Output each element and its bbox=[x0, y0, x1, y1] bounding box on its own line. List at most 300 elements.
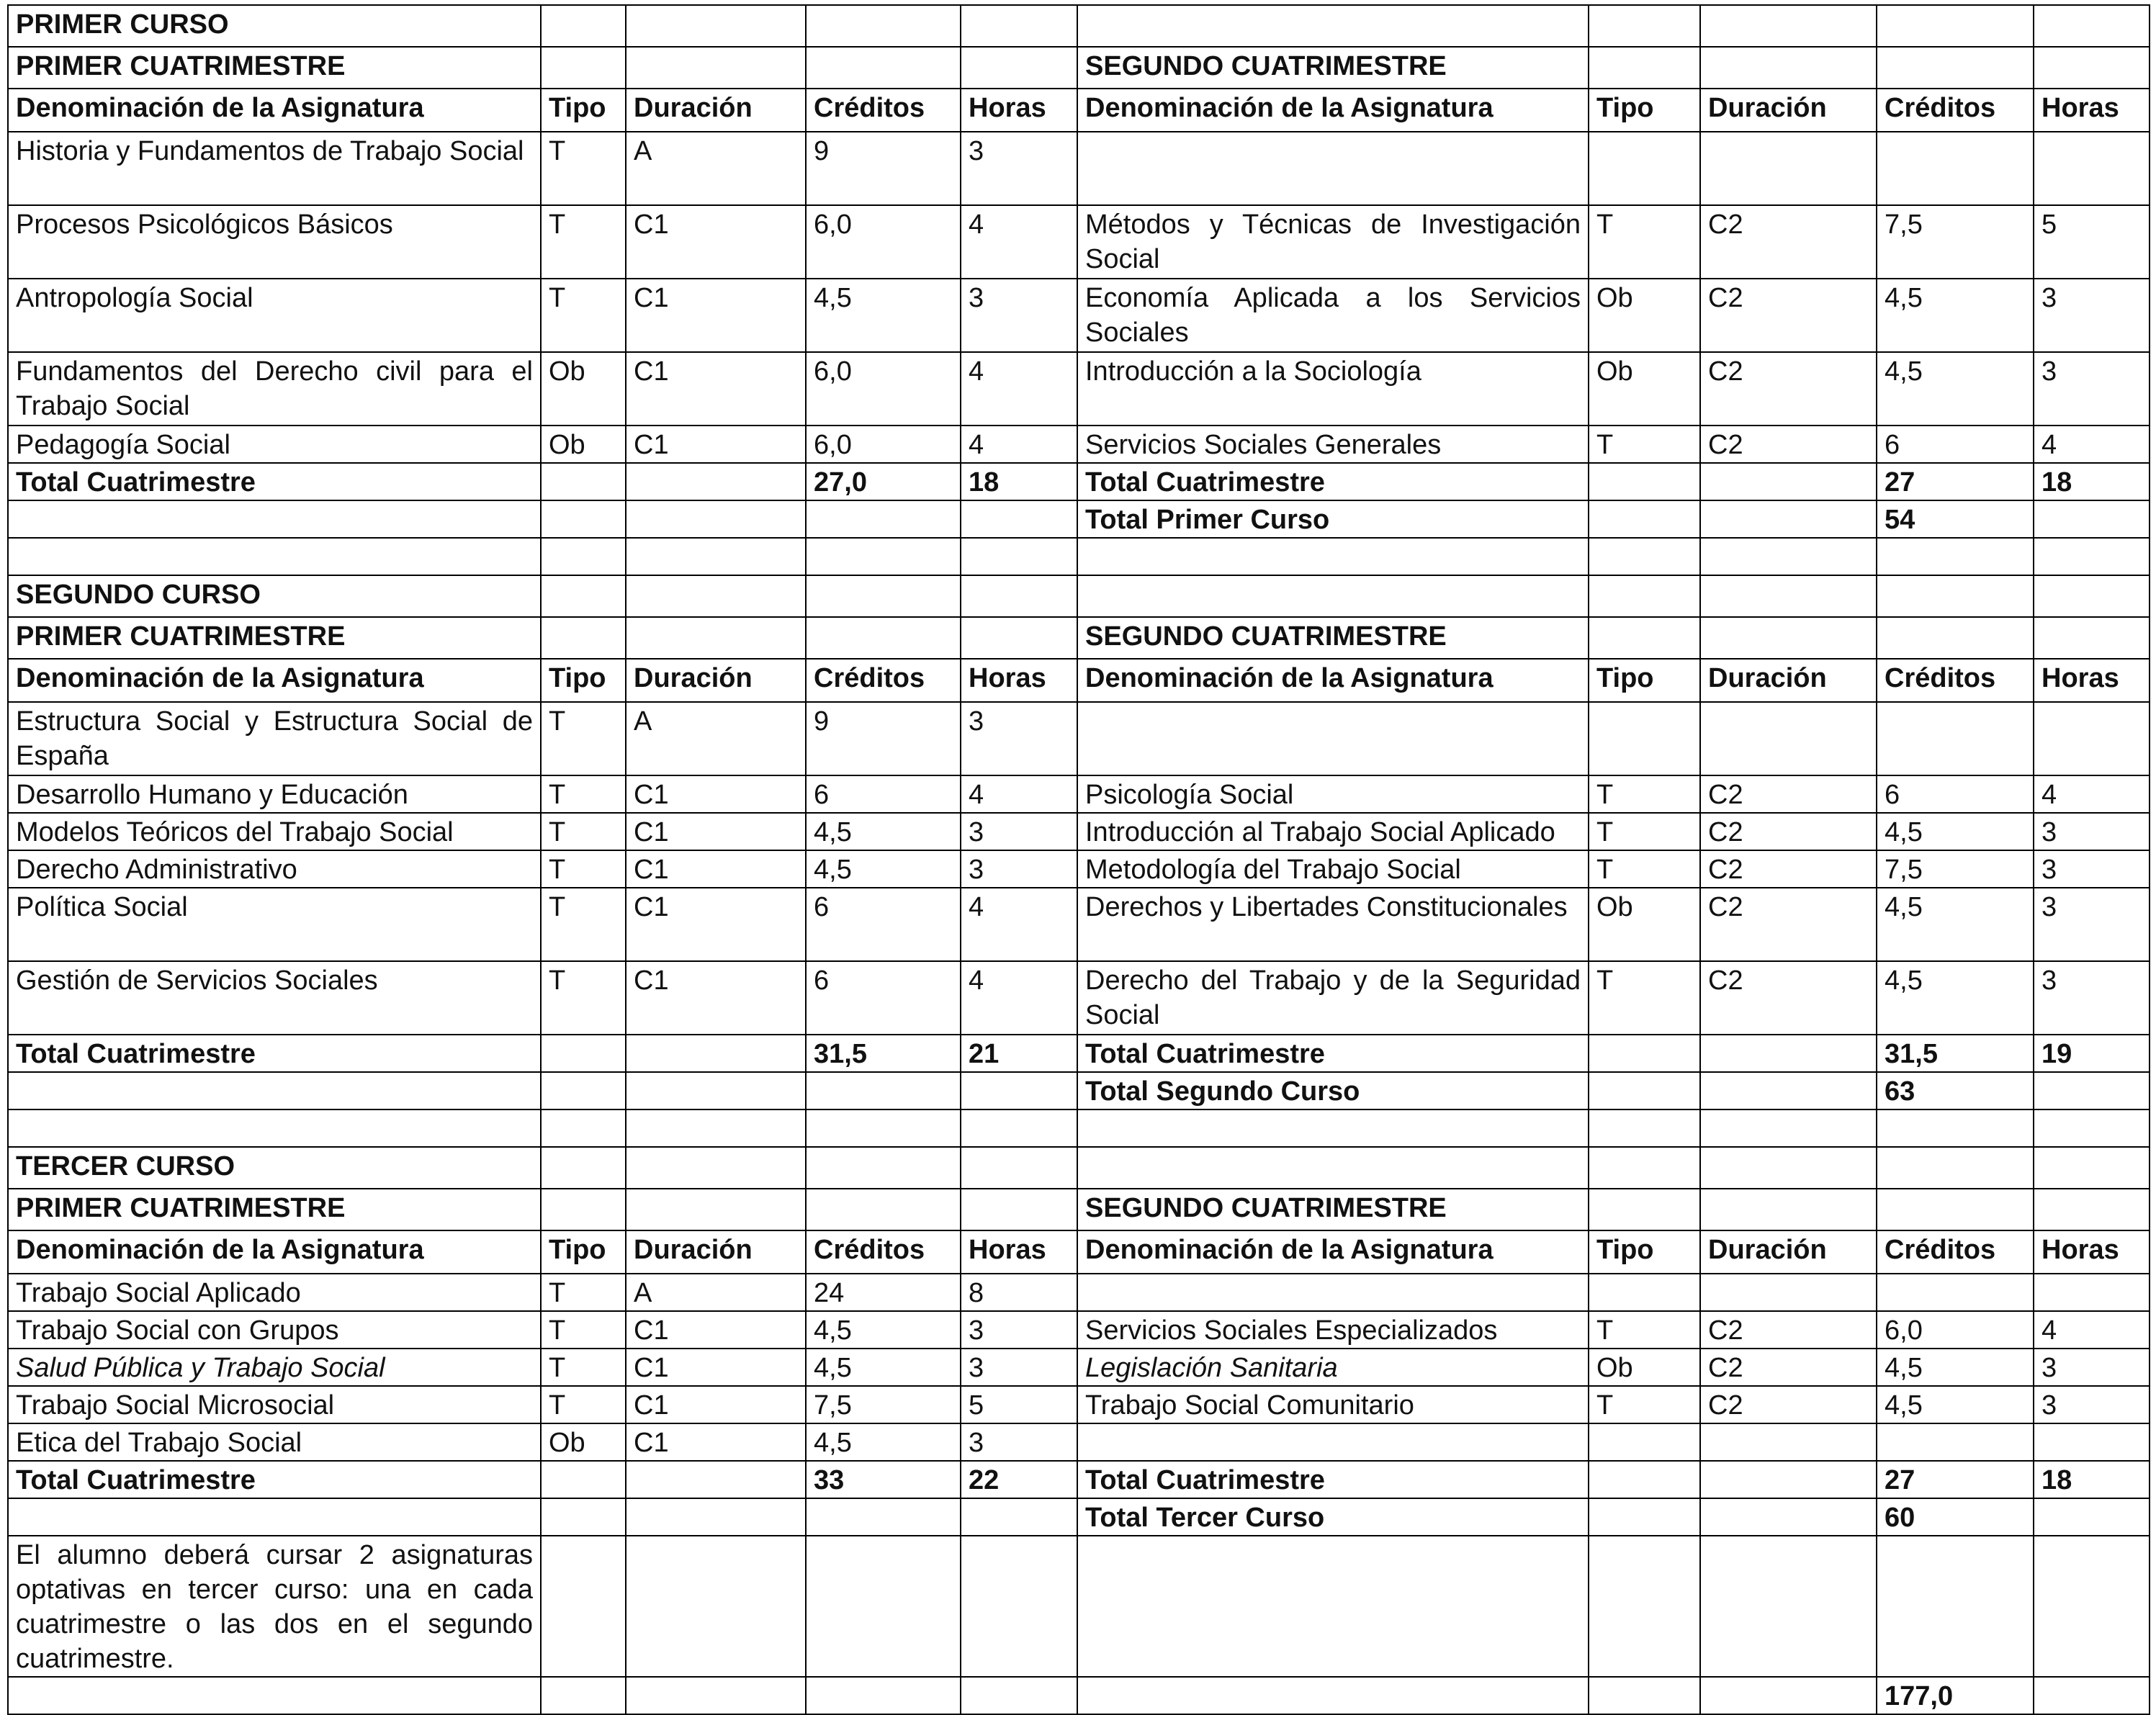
left-total-horas: 22 bbox=[961, 1461, 1077, 1498]
left-subject-duracion: A bbox=[626, 132, 806, 205]
segundo-curso-semester-row bbox=[8, 617, 2150, 659]
right-total-cuatrimestre-label: Total Cuatrimestre bbox=[1077, 1461, 1589, 1498]
left-column-header-tipo: Tipo bbox=[541, 89, 626, 132]
right-subject-duracion: C2 bbox=[1700, 813, 1877, 850]
left-subject-horas: 4 bbox=[961, 426, 1077, 463]
spacer-empty-cell bbox=[626, 538, 806, 575]
course-total-empty-cell bbox=[2034, 1072, 2150, 1109]
right-subject-horas: 3 bbox=[2034, 961, 2150, 1035]
segundo-cuatrimestre-heading: SEGUNDO CUATRIMESTRE bbox=[1077, 1189, 1589, 1230]
tercer-curso-title: TERCER CURSO bbox=[8, 1147, 541, 1189]
spacer-empty-cell bbox=[2034, 1109, 2150, 1147]
left-subject-tipo: T bbox=[541, 1274, 626, 1311]
right-subject-horas: 3 bbox=[2034, 1349, 2150, 1386]
grand-total-empty-cell bbox=[1589, 1677, 1700, 1714]
left-subject-duracion: C1 bbox=[626, 279, 806, 352]
course-total-empty-cell bbox=[626, 1072, 806, 1109]
left-column-header-creditos: Créditos bbox=[806, 89, 961, 132]
left-subject-horas: 8 bbox=[961, 1274, 1077, 1311]
left-subject-duracion: C1 bbox=[626, 1423, 806, 1461]
left-subject-creditos: 7,5 bbox=[806, 1386, 961, 1423]
right-subject-horas: 4 bbox=[2034, 775, 2150, 813]
left-total-horas: 21 bbox=[961, 1035, 1077, 1072]
note-row-empty-cell bbox=[1700, 1536, 1877, 1677]
left-total-creditos: 33 bbox=[806, 1461, 961, 1498]
left-subject-creditos: 4,5 bbox=[806, 1349, 961, 1386]
right-total-empty-cell bbox=[1589, 463, 1700, 500]
right-subject-denominacion: Psicología Social bbox=[1077, 775, 1589, 813]
left-subject-horas: 3 bbox=[961, 279, 1077, 352]
left-total-creditos: 27,0 bbox=[806, 463, 961, 500]
course-total-empty-cell bbox=[541, 500, 626, 538]
tercer-curso-title-row-empty-cell bbox=[1589, 1147, 1700, 1189]
right-column-header-horas: Horas bbox=[2034, 1230, 2150, 1274]
primer-curso-title-row-empty-cell bbox=[961, 5, 1077, 47]
right-column-header-duracion: Duración bbox=[1700, 1230, 1877, 1274]
tercer-curso-title-row-empty-cell bbox=[1700, 1147, 1877, 1189]
segundo-curso-title-row-empty-cell bbox=[961, 575, 1077, 617]
left-column-header-duracion: Duración bbox=[626, 659, 806, 702]
right-total-horas: 18 bbox=[2034, 463, 2150, 500]
segundo-curso-semester-row-empty-cell bbox=[2034, 617, 2150, 659]
left-subject-creditos: 6 bbox=[806, 775, 961, 813]
right-subject-tipo: T bbox=[1589, 775, 1700, 813]
primer-curso-semester-row-empty-cell bbox=[626, 47, 806, 89]
right-subject-creditos: 4,5 bbox=[1877, 1386, 2034, 1423]
tercer-curso-semester-row-empty-cell bbox=[806, 1189, 961, 1230]
left-subject-tipo: T bbox=[541, 850, 626, 888]
right-subject-duracion: C2 bbox=[1700, 1386, 1877, 1423]
segundo-curso-semester-row-empty-cell bbox=[961, 617, 1077, 659]
right-subject-denominacion: Metodología del Trabajo Social bbox=[1077, 850, 1589, 888]
course-total-empty-cell bbox=[2034, 500, 2150, 538]
left-subject-denominacion: Trabajo Social con Grupos bbox=[8, 1311, 541, 1349]
segundo-curso-title-row-empty-cell bbox=[806, 575, 961, 617]
tercer-curso-semester-row-empty-cell bbox=[626, 1189, 806, 1230]
course-total-empty-cell bbox=[2034, 1498, 2150, 1536]
left-subject-creditos: 4,5 bbox=[806, 1311, 961, 1349]
right-column-header-horas: Horas bbox=[2034, 89, 2150, 132]
primer-curso-column-header-row bbox=[8, 89, 2150, 132]
spacer-empty-cell bbox=[541, 538, 626, 575]
tercer-curso-title-row-empty-cell bbox=[2034, 1147, 2150, 1189]
left-subject-tipo: T bbox=[541, 132, 626, 205]
primer-cuatrimestre-heading: PRIMER CUATRIMESTRE bbox=[8, 1189, 541, 1230]
primer-cuatrimestre-heading: PRIMER CUATRIMESTRE bbox=[8, 47, 541, 89]
left-subject-duracion: C1 bbox=[626, 352, 806, 426]
segundo-curso-title-row bbox=[8, 575, 2150, 617]
right-subject-denominacion: Servicios Sociales Especializados bbox=[1077, 1311, 1589, 1349]
left-subject-duracion: A bbox=[626, 702, 806, 775]
primer-cuatrimestre-heading: PRIMER CUATRIMESTRE bbox=[8, 617, 541, 659]
left-subject-tipo: T bbox=[541, 775, 626, 813]
subject-row bbox=[8, 426, 2150, 463]
spacer-empty-cell bbox=[1700, 1109, 1877, 1147]
optativas-note-row bbox=[8, 1536, 2150, 1677]
left-subject-horas: 3 bbox=[961, 1349, 1077, 1386]
subject-row bbox=[8, 888, 2150, 961]
left-column-header-denominacion: Denominación de la Asignatura bbox=[8, 659, 541, 702]
note-row-empty-cell bbox=[1077, 1536, 1589, 1677]
primer-curso-title-row-empty-cell bbox=[541, 5, 626, 47]
right-subject-duracion bbox=[1700, 1423, 1877, 1461]
grand-total-row bbox=[8, 1677, 2150, 1714]
course-total-empty-cell bbox=[1700, 500, 1877, 538]
primer-curso-semester-row bbox=[8, 47, 2150, 89]
left-column-header-duracion: Duración bbox=[626, 89, 806, 132]
left-subject-tipo: Ob bbox=[541, 426, 626, 463]
right-subject-denominacion: Introducción a la Sociología bbox=[1077, 352, 1589, 426]
segundo-cuatrimestre-heading: SEGUNDO CUATRIMESTRE bbox=[1077, 617, 1589, 659]
left-total-empty-cell bbox=[626, 1035, 806, 1072]
right-column-header-creditos: Créditos bbox=[1877, 659, 2034, 702]
left-subject-horas: 3 bbox=[961, 702, 1077, 775]
right-subject-tipo: Ob bbox=[1589, 279, 1700, 352]
left-subject-denominacion: Fundamentos del Derecho civil para el Trabajo Social bbox=[8, 352, 541, 426]
primer-curso-course-total-label: Total Primer Curso bbox=[1077, 500, 1589, 538]
right-subject-horas: 4 bbox=[2034, 1311, 2150, 1349]
tercer-curso-semester-row-empty-cell bbox=[1700, 1189, 1877, 1230]
right-subject-duracion: C2 bbox=[1700, 775, 1877, 813]
segundo-curso-semester-row-empty-cell bbox=[1877, 617, 2034, 659]
spacer-empty-cell bbox=[2034, 538, 2150, 575]
subject-row bbox=[8, 813, 2150, 850]
right-subject-duracion bbox=[1700, 132, 1877, 205]
primer-curso-semester-row-empty-cell bbox=[1589, 47, 1700, 89]
left-total-empty-cell bbox=[541, 1461, 626, 1498]
right-total-empty-cell bbox=[1700, 463, 1877, 500]
course-total-empty-cell bbox=[541, 1498, 626, 1536]
course-total-empty-cell bbox=[1589, 1498, 1700, 1536]
left-total-cuatrimestre-label: Total Cuatrimestre bbox=[8, 463, 541, 500]
left-column-header-horas: Horas bbox=[961, 659, 1077, 702]
right-subject-duracion: C2 bbox=[1700, 1311, 1877, 1349]
course-total-empty-cell bbox=[806, 500, 961, 538]
left-subject-creditos: 4,5 bbox=[806, 279, 961, 352]
left-subject-creditos: 6,0 bbox=[806, 352, 961, 426]
right-subject-tipo bbox=[1589, 132, 1700, 205]
tercer-curso-totals-row bbox=[8, 1461, 2150, 1498]
segundo-cuatrimestre-heading: SEGUNDO CUATRIMESTRE bbox=[1077, 47, 1589, 89]
left-subject-horas: 4 bbox=[961, 205, 1077, 279]
right-subject-tipo: Ob bbox=[1589, 352, 1700, 426]
spacer-empty-cell bbox=[1589, 1109, 1700, 1147]
spacer-empty-cell bbox=[1877, 538, 2034, 575]
right-subject-denominacion: Derechos y Libertades Constitucionales bbox=[1077, 888, 1589, 961]
primer-curso-semester-row-empty-cell bbox=[806, 47, 961, 89]
left-subject-creditos: 9 bbox=[806, 702, 961, 775]
left-subject-horas: 4 bbox=[961, 888, 1077, 961]
course-total-empty-cell bbox=[1589, 1072, 1700, 1109]
right-subject-creditos: 4,5 bbox=[1877, 279, 2034, 352]
left-column-header-creditos: Créditos bbox=[806, 1230, 961, 1274]
subject-row bbox=[8, 961, 2150, 1035]
spacer-empty-cell bbox=[1877, 1109, 2034, 1147]
tercer-curso-title-row-empty-cell bbox=[961, 1147, 1077, 1189]
spacer-empty-cell bbox=[1077, 1109, 1589, 1147]
tercer-curso-title-row-empty-cell bbox=[1877, 1147, 2034, 1189]
course-total-empty-cell bbox=[961, 500, 1077, 538]
left-subject-duracion: C1 bbox=[626, 775, 806, 813]
tercer-curso-semester-row bbox=[8, 1189, 2150, 1230]
left-subject-duracion: C1 bbox=[626, 205, 806, 279]
left-subject-creditos: 6 bbox=[806, 888, 961, 961]
right-column-header-creditos: Créditos bbox=[1877, 89, 2034, 132]
note-row-empty-cell bbox=[806, 1536, 961, 1677]
right-subject-duracion: C2 bbox=[1700, 888, 1877, 961]
right-subject-duracion: C2 bbox=[1700, 205, 1877, 279]
right-column-header-denominacion: Denominación de la Asignatura bbox=[1077, 659, 1589, 702]
left-subject-denominacion: Pedagogía Social bbox=[8, 426, 541, 463]
segundo-curso-title: SEGUNDO CURSO bbox=[8, 575, 541, 617]
right-subject-denominacion: Trabajo Social Comunitario bbox=[1077, 1386, 1589, 1423]
left-subject-tipo: T bbox=[541, 1349, 626, 1386]
course-total-empty-cell bbox=[626, 500, 806, 538]
left-subject-horas: 3 bbox=[961, 850, 1077, 888]
left-subject-duracion: C1 bbox=[626, 1311, 806, 1349]
left-subject-tipo: T bbox=[541, 1311, 626, 1349]
right-subject-horas bbox=[2034, 132, 2150, 205]
right-subject-creditos: 4,5 bbox=[1877, 352, 2034, 426]
right-total-empty-cell bbox=[1589, 1035, 1700, 1072]
subject-row bbox=[8, 775, 2150, 813]
right-subject-creditos: 7,5 bbox=[1877, 205, 2034, 279]
left-column-header-tipo: Tipo bbox=[541, 659, 626, 702]
spacer-empty-cell bbox=[961, 1109, 1077, 1147]
grand-total-empty-cell bbox=[2034, 1677, 2150, 1714]
spacer-empty-cell bbox=[1077, 538, 1589, 575]
tercer-curso-course-total-row bbox=[8, 1498, 2150, 1536]
segundo-curso-totals-row bbox=[8, 1035, 2150, 1072]
right-subject-horas bbox=[2034, 1423, 2150, 1461]
left-subject-horas: 3 bbox=[961, 1423, 1077, 1461]
right-subject-duracion: C2 bbox=[1700, 961, 1877, 1035]
left-subject-horas: 3 bbox=[961, 1311, 1077, 1349]
left-column-header-creditos: Créditos bbox=[806, 659, 961, 702]
right-subject-horas: 3 bbox=[2034, 850, 2150, 888]
left-subject-duracion: C1 bbox=[626, 1386, 806, 1423]
left-subject-horas: 3 bbox=[961, 813, 1077, 850]
left-total-creditos: 31,5 bbox=[806, 1035, 961, 1072]
left-subject-tipo: Ob bbox=[541, 1423, 626, 1461]
left-subject-tipo: T bbox=[541, 813, 626, 850]
right-subject-horas: 4 bbox=[2034, 426, 2150, 463]
right-subject-creditos bbox=[1877, 132, 2034, 205]
right-total-empty-cell bbox=[1700, 1035, 1877, 1072]
right-subject-denominacion: Legislación Sanitaria bbox=[1077, 1349, 1589, 1386]
right-column-header-tipo: Tipo bbox=[1589, 1230, 1700, 1274]
spacer-empty-cell bbox=[8, 538, 541, 575]
course-total-empty-cell bbox=[8, 1072, 541, 1109]
primer-curso-title-row-empty-cell bbox=[626, 5, 806, 47]
primer-curso-title-row-empty-cell bbox=[1700, 5, 1877, 47]
right-subject-duracion: C2 bbox=[1700, 1349, 1877, 1386]
left-column-header-denominacion: Denominación de la Asignatura bbox=[8, 1230, 541, 1274]
spacer-empty-cell bbox=[541, 1109, 626, 1147]
course-total-empty-cell bbox=[541, 1072, 626, 1109]
primer-curso-course-total-creditos: 54 bbox=[1877, 500, 2034, 538]
primer-curso-title-row-empty-cell bbox=[1077, 5, 1589, 47]
left-subject-horas: 5 bbox=[961, 1386, 1077, 1423]
left-total-empty-cell bbox=[626, 1461, 806, 1498]
tercer-curso-course-total-creditos: 60 bbox=[1877, 1498, 2034, 1536]
left-column-header-denominacion: Denominación de la Asignatura bbox=[8, 89, 541, 132]
left-subject-duracion: C1 bbox=[626, 850, 806, 888]
spacer-empty-cell bbox=[1700, 538, 1877, 575]
right-subject-tipo: T bbox=[1589, 961, 1700, 1035]
left-subject-creditos: 6 bbox=[806, 961, 961, 1035]
right-subject-creditos: 4,5 bbox=[1877, 888, 2034, 961]
right-subject-tipo: T bbox=[1589, 850, 1700, 888]
tercer-curso-semester-row-empty-cell bbox=[1877, 1189, 2034, 1230]
left-subject-denominacion: Desarrollo Humano y Educación bbox=[8, 775, 541, 813]
right-subject-denominacion: Introducción al Trabajo Social Aplicado bbox=[1077, 813, 1589, 850]
segundo-curso-title-row-empty-cell bbox=[626, 575, 806, 617]
left-subject-duracion: C1 bbox=[626, 888, 806, 961]
segundo-curso-title-row-empty-cell bbox=[1589, 575, 1700, 617]
note-row-empty-cell bbox=[626, 1536, 806, 1677]
right-subject-tipo: T bbox=[1589, 813, 1700, 850]
left-subject-tipo: T bbox=[541, 961, 626, 1035]
right-subject-duracion: C2 bbox=[1700, 279, 1877, 352]
tercer-curso-title-row-empty-cell bbox=[626, 1147, 806, 1189]
course-total-empty-cell bbox=[806, 1072, 961, 1109]
spacer-empty-cell bbox=[626, 1109, 806, 1147]
tercer-curso-title-row bbox=[8, 1147, 2150, 1189]
course-total-empty-cell bbox=[961, 1072, 1077, 1109]
primer-curso-semester-row-empty-cell bbox=[1877, 47, 2034, 89]
right-subject-tipo: Ob bbox=[1589, 1349, 1700, 1386]
spacer-empty-cell bbox=[8, 1109, 541, 1147]
right-subject-tipo: T bbox=[1589, 1386, 1700, 1423]
left-subject-horas: 4 bbox=[961, 961, 1077, 1035]
right-subject-duracion bbox=[1700, 702, 1877, 775]
right-subject-duracion: C2 bbox=[1700, 426, 1877, 463]
left-subject-denominacion: Gestión de Servicios Sociales bbox=[8, 961, 541, 1035]
right-subject-horas: 3 bbox=[2034, 279, 2150, 352]
right-subject-tipo bbox=[1589, 1274, 1700, 1311]
note-row-empty-cell bbox=[1589, 1536, 1700, 1677]
curriculum-table bbox=[7, 4, 2150, 1715]
right-subject-duracion: C2 bbox=[1700, 352, 1877, 426]
left-subject-denominacion: Procesos Psicológicos Básicos bbox=[8, 205, 541, 279]
right-total-empty-cell bbox=[1700, 1461, 1877, 1498]
grand-total-empty-cell bbox=[626, 1677, 806, 1714]
right-total-creditos: 27 bbox=[1877, 463, 2034, 500]
primer-curso-semester-row-empty-cell bbox=[2034, 47, 2150, 89]
right-column-header-creditos: Créditos bbox=[1877, 1230, 2034, 1274]
left-subject-duracion: C1 bbox=[626, 961, 806, 1035]
subject-row bbox=[8, 702, 2150, 775]
spacer-empty-cell bbox=[806, 538, 961, 575]
primer-curso-totals-row bbox=[8, 463, 2150, 500]
tercer-curso-course-total-label: Total Tercer Curso bbox=[1077, 1498, 1589, 1536]
right-subject-denominacion bbox=[1077, 1423, 1589, 1461]
segundo-curso-semester-row-empty-cell bbox=[806, 617, 961, 659]
note-row-empty-cell bbox=[2034, 1536, 2150, 1677]
segundo-curso-column-header-row bbox=[8, 659, 2150, 702]
segundo-curso-semester-row-empty-cell bbox=[541, 617, 626, 659]
right-total-creditos: 27 bbox=[1877, 1461, 2034, 1498]
optativas-note: El alumno deberá cursar 2 asignaturas optativas en tercer curso: una en cada cuatrimestre o las dos en el segundo cuatrimestre. bbox=[8, 1536, 541, 1677]
primer-curso-course-total-row bbox=[8, 500, 2150, 538]
primer-curso-title-row-empty-cell bbox=[2034, 5, 2150, 47]
right-subject-creditos: 6 bbox=[1877, 426, 2034, 463]
right-subject-tipo bbox=[1589, 1423, 1700, 1461]
primer-curso-title-row-empty-cell bbox=[1877, 5, 2034, 47]
tercer-curso-semester-row-empty-cell bbox=[1589, 1189, 1700, 1230]
left-subject-creditos: 24 bbox=[806, 1274, 961, 1311]
subject-row bbox=[8, 1349, 2150, 1386]
left-column-header-horas: Horas bbox=[961, 1230, 1077, 1274]
subject-row bbox=[8, 1311, 2150, 1349]
right-subject-horas: 3 bbox=[2034, 888, 2150, 961]
grand-total-empty-cell bbox=[8, 1677, 541, 1714]
segundo-curso-semester-row-empty-cell bbox=[1700, 617, 1877, 659]
left-total-empty-cell bbox=[541, 1035, 626, 1072]
right-subject-denominacion: Métodos y Técnicas de Investigación Social bbox=[1077, 205, 1589, 279]
left-subject-denominacion: Trabajo Social Microsocial bbox=[8, 1386, 541, 1423]
right-column-header-duracion: Duración bbox=[1700, 89, 1877, 132]
grand-total-empty-cell bbox=[541, 1677, 626, 1714]
left-subject-tipo: T bbox=[541, 279, 626, 352]
subject-row bbox=[8, 352, 2150, 426]
right-column-header-duracion: Duración bbox=[1700, 659, 1877, 702]
course-total-empty-cell bbox=[8, 1498, 541, 1536]
left-subject-denominacion: Salud Pública y Trabajo Social bbox=[8, 1349, 541, 1386]
curriculum-document bbox=[7, 4, 2149, 1711]
right-column-header-tipo: Tipo bbox=[1589, 659, 1700, 702]
right-total-creditos: 31,5 bbox=[1877, 1035, 2034, 1072]
left-subject-denominacion: Antropología Social bbox=[8, 279, 541, 352]
right-subject-creditos: 4,5 bbox=[1877, 961, 2034, 1035]
left-subject-duracion: A bbox=[626, 1274, 806, 1311]
segundo-curso-title-row-empty-cell bbox=[541, 575, 626, 617]
right-subject-tipo: T bbox=[1589, 1311, 1700, 1349]
course-total-empty-cell bbox=[8, 500, 541, 538]
primer-curso-title: PRIMER CURSO bbox=[8, 5, 541, 47]
primer-curso-title-row-empty-cell bbox=[1589, 5, 1700, 47]
subject-row bbox=[8, 850, 2150, 888]
segundo-curso-semester-row-empty-cell bbox=[1589, 617, 1700, 659]
course-total-empty-cell bbox=[961, 1498, 1077, 1536]
note-row-empty-cell bbox=[1877, 1536, 2034, 1677]
left-subject-creditos: 4,5 bbox=[806, 850, 961, 888]
segundo-curso-semester-row-empty-cell bbox=[626, 617, 806, 659]
right-subject-denominacion: Economía Aplicada a los Servicios Sociales bbox=[1077, 279, 1589, 352]
course-total-empty-cell bbox=[806, 1498, 961, 1536]
right-subject-tipo: T bbox=[1589, 205, 1700, 279]
subject-row bbox=[8, 1423, 2150, 1461]
grand-total-empty-cell bbox=[806, 1677, 961, 1714]
course-total-empty-cell bbox=[1700, 1072, 1877, 1109]
left-subject-denominacion: Modelos Teóricos del Trabajo Social bbox=[8, 813, 541, 850]
right-total-cuatrimestre-label: Total Cuatrimestre bbox=[1077, 463, 1589, 500]
left-total-horas: 18 bbox=[961, 463, 1077, 500]
left-subject-denominacion: Trabajo Social Aplicado bbox=[8, 1274, 541, 1311]
right-subject-horas: 3 bbox=[2034, 813, 2150, 850]
left-subject-denominacion: Historia y Fundamentos de Trabajo Social bbox=[8, 132, 541, 205]
tercer-curso-title-row-empty-cell bbox=[1077, 1147, 1589, 1189]
right-subject-duracion: C2 bbox=[1700, 850, 1877, 888]
right-subject-creditos: 6 bbox=[1877, 775, 2034, 813]
subject-row bbox=[8, 205, 2150, 279]
subject-row bbox=[8, 1274, 2150, 1311]
right-total-horas: 19 bbox=[2034, 1035, 2150, 1072]
left-total-cuatrimestre-label: Total Cuatrimestre bbox=[8, 1035, 541, 1072]
note-row-empty-cell bbox=[961, 1536, 1077, 1677]
primer-curso-title-row-empty-cell bbox=[806, 5, 961, 47]
